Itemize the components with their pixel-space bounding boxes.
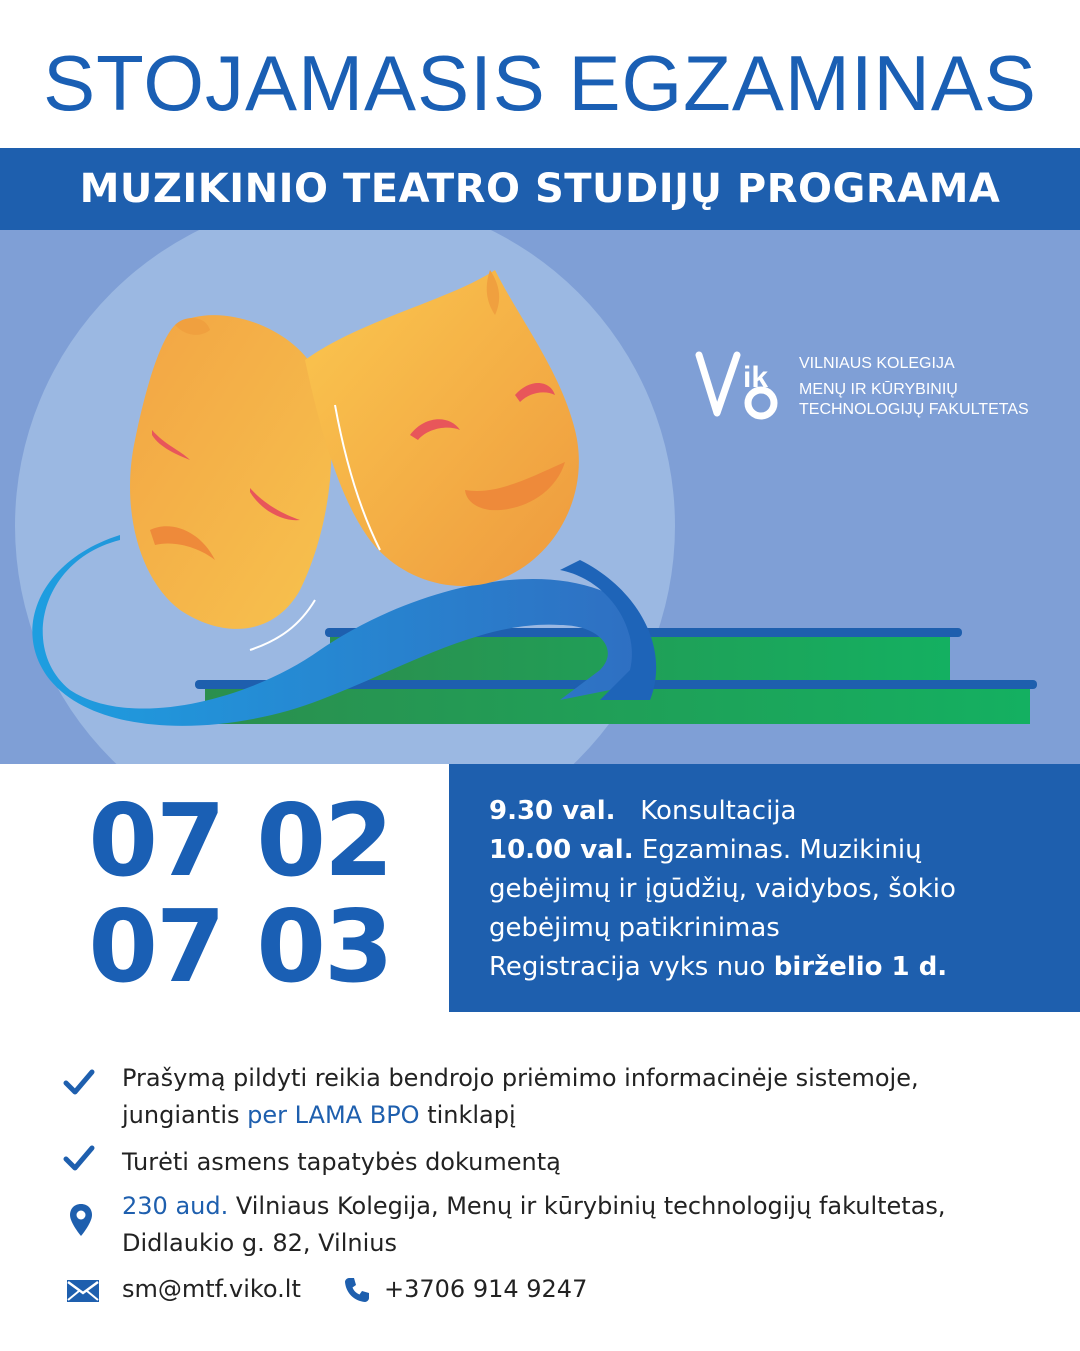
schedule-event-2-line-3: gebėjimų patikrinimas [489, 913, 780, 943]
logo-text [799, 354, 1029, 420]
schedule-time-1: 9.30 val. [489, 796, 616, 826]
phone-link[interactable]: +3706 914 9247 [384, 1275, 588, 1303]
logo-line-faculty-2: TECHNOLOGIJŲ FAKULTETAS [799, 401, 1029, 418]
schedule-panel [449, 764, 1080, 1012]
exam-dates [60, 782, 420, 1005]
registration-date: birželio 1 d. [773, 952, 948, 982]
id-document-text: Turėti asmens tapatybės dokumentą [122, 1148, 561, 1176]
logo-line-institution: VILNIAUS KOLEGIJA [799, 355, 955, 372]
room-number: 230 aud. [122, 1192, 229, 1220]
check-icon [62, 1068, 96, 1096]
application-suffix: tinklapį [427, 1101, 516, 1129]
hero-illustration [0, 230, 1080, 764]
program-banner [0, 148, 1080, 230]
viko-logo-mark [693, 347, 793, 427]
exam-date-2: 07 03 [88, 888, 392, 1005]
address-line-1: Vilniaus Kolegija, Menų ir kūrybinių technologijų fakultetas, [235, 1192, 946, 1220]
address-line-2: Didlaukio g. 82, Vilnius [122, 1229, 397, 1257]
mail-icon [66, 1279, 100, 1303]
registration-prefix: Registracija vyks nuo [489, 952, 766, 982]
theatre-masks-illustration [0, 230, 1080, 764]
location-pin-icon [68, 1202, 94, 1238]
exam-date-1: 07 02 [88, 782, 392, 899]
program-title: MUZIKINIO TEATRO STUDIJŲ PROGRAMA [79, 166, 1001, 212]
application-line-1: Prašymą pildyti reikia bendrojo priėmimo informacinėje sistemoje, [122, 1064, 919, 1092]
logo-ik-text: ik [743, 361, 769, 394]
check-icon [62, 1144, 96, 1172]
logo-line-faculty-1: MENŲ IR KŪRYBINIŲ [799, 381, 958, 398]
schedule-time-2: 10.00 val. [489, 835, 634, 865]
page-title: STOJAMASIS EGZAMINAS [43, 39, 1037, 127]
application-prefix: jungiantis [122, 1101, 240, 1129]
email-link[interactable]: sm@mtf.viko.lt [122, 1275, 301, 1303]
schedule-event-2-line-1: Egzaminas. Muzikinių [641, 835, 922, 865]
sad-mask [130, 315, 331, 629]
lama-bpo-link[interactable]: per LAMA BPO [247, 1101, 420, 1129]
schedule-event-2-line-2: gebėjimų ir įgūdžių, vaidybos, šokio [489, 874, 956, 904]
viko-logo [693, 347, 1053, 437]
schedule-event-1: Konsultacija [640, 796, 797, 826]
schedule-text [489, 792, 1049, 987]
phone-icon [343, 1276, 371, 1304]
